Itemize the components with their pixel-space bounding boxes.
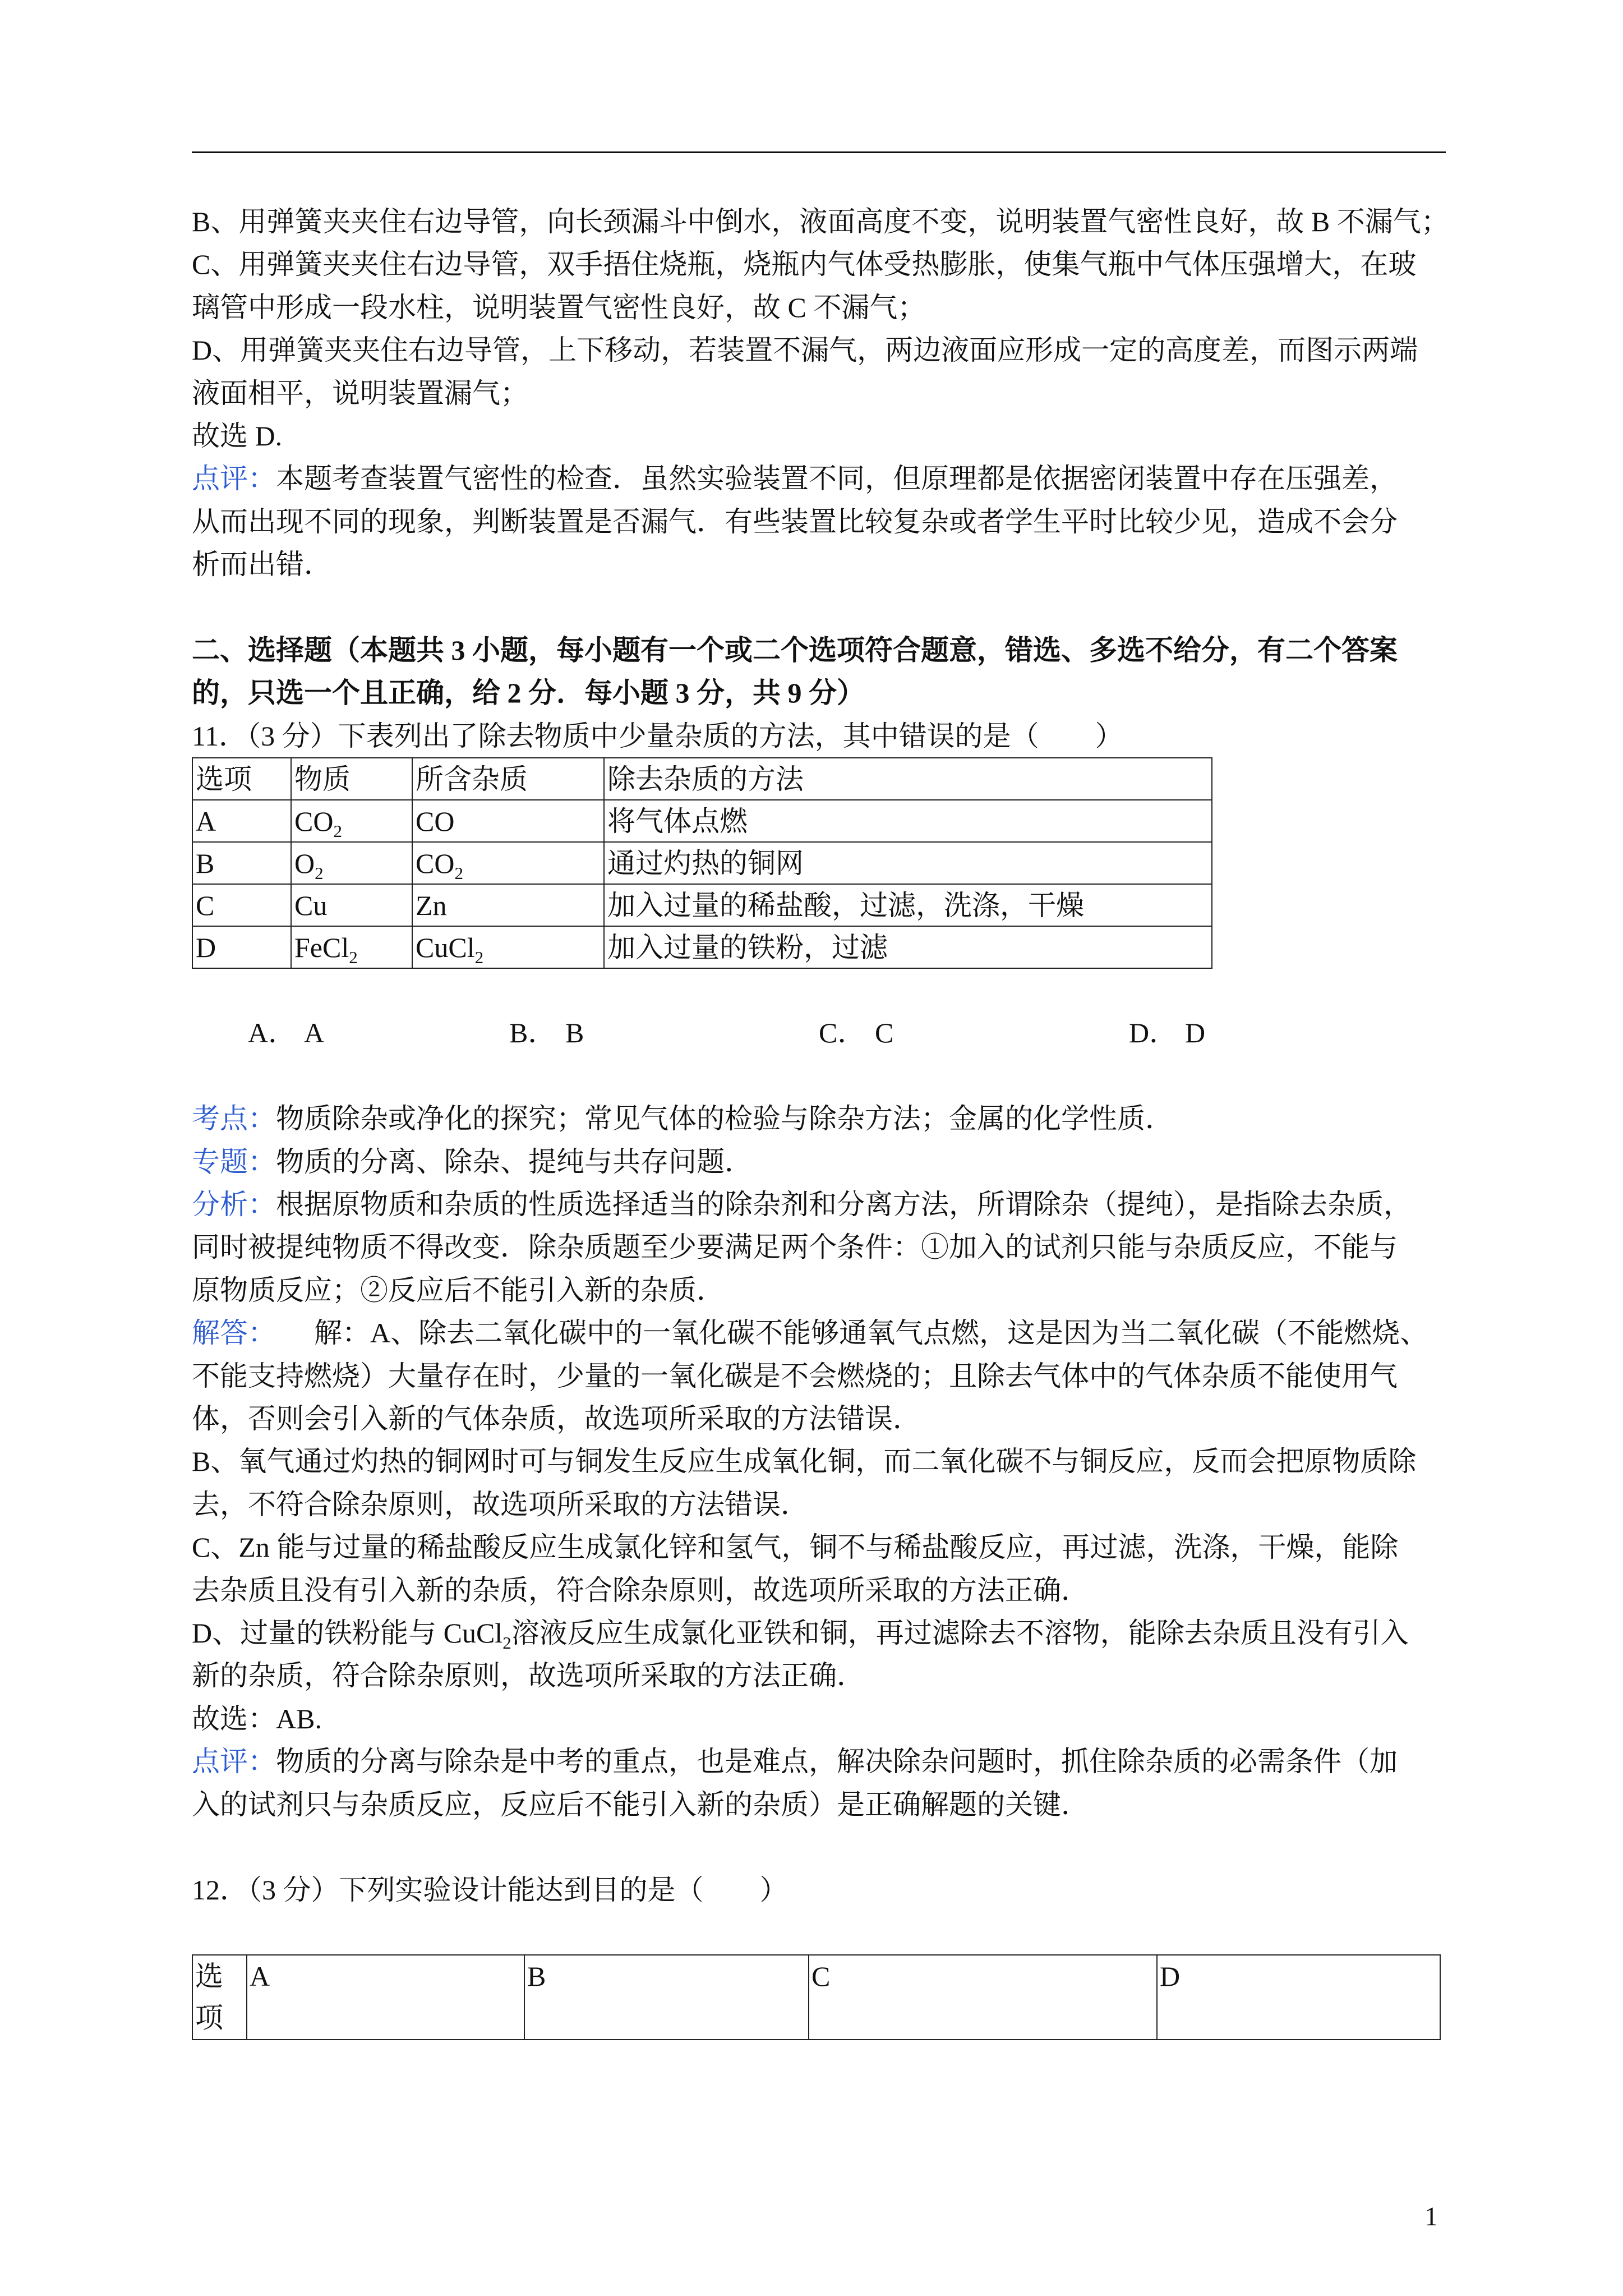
- section-heading: 的，只选一个且正确，给 2 分．每小题 3 分，共 9 分）: [192, 677, 865, 709]
- option-cell: D: [1157, 1955, 1440, 2040]
- answer-line: C、用弹簧夹夹住右边导管，双手捂住烧瓶，烧瓶内气体受热膨胀，使集气瓶中气体压强增大，在玻: [192, 249, 1417, 280]
- solution-line: B、氧气通过灼热的铜网时可与铜发生反应生成氧化铜，而二氧化碳不与铜反应，反而会把原物质除: [192, 1446, 1417, 1478]
- option-cell: A: [192, 800, 291, 842]
- solution-label: 解答：: [192, 1317, 276, 1349]
- method-cell: 加入过量的稀盐酸，过滤，洗涤，干燥: [604, 884, 1212, 926]
- formula: Cu: [294, 889, 328, 921]
- option-cell: C: [192, 884, 291, 926]
- option-cell: B: [524, 1955, 809, 2040]
- comment-line: 入的试剂只与杂质反应，反应后不能引入新的杂质）是正确解题的关键．: [192, 1788, 1089, 1820]
- table-row: [192, 1955, 1440, 2040]
- comment-text: 物质的分离与除杂是中考的重点，也是难点，解决除杂问题时，抓住除杂质的必需条件（加: [276, 1746, 1398, 1778]
- choice-label: C．: [819, 1017, 866, 1049]
- comment-line: 析而出错．: [192, 549, 332, 581]
- table-row: [192, 884, 1212, 926]
- choice-b: [509, 1011, 584, 1054]
- answer-line: B、用弹簧夹夹住右边导管，向长颈漏斗中倒水，液面高度不变，说明装置气密性良好，故 B 不漏气；: [192, 206, 1449, 237]
- analysis-line: 同时被提纯物质不得改变．除杂质题至少要满足两个条件：①加入的试剂只能与杂质反应，不能与: [192, 1231, 1398, 1263]
- impurity-cell: [412, 926, 604, 968]
- substance-cell: [291, 842, 412, 884]
- choice-label: D．: [1129, 1017, 1178, 1049]
- formula-subscript: 2: [349, 947, 358, 967]
- formula: CO: [416, 805, 455, 837]
- table-header-row: [192, 758, 1212, 800]
- analysis-line: [192, 1183, 1448, 1226]
- impurity-cell: [412, 800, 604, 842]
- solution-line: 新的杂质，符合除杂原则，故选项所采取的方法正确．: [192, 1660, 865, 1692]
- section-heading: 二、选择题（本题共 3 小题，每小题有一个或二个选项符合题意，错选、多选不给分，有二个答案: [192, 634, 1398, 666]
- formula: CO: [294, 805, 334, 837]
- table-row: [192, 800, 1212, 842]
- topic: [192, 1140, 1448, 1183]
- comment-line: [192, 1740, 1448, 1783]
- choice-value: B: [565, 1017, 584, 1049]
- formula-subscript: 2: [502, 1632, 511, 1653]
- solution-text: 溶液反应生成氯化亚铁和铜，再过滤除去不溶物，能除去杂质且没有引入: [511, 1617, 1409, 1649]
- header-cell: 所含杂质: [412, 758, 604, 800]
- choice-label: A．: [248, 1017, 297, 1049]
- comment-label: 点评：: [192, 463, 276, 495]
- solution-line: 不能支持燃烧）大量存在时，少量的一氧化碳是不会燃烧的；且除去气体中的气体杂质不能使用气: [192, 1360, 1398, 1392]
- knowledge-point-text: 物质除杂或净化的探究；常见气体的检验与除杂方法；金属的化学性质．: [276, 1103, 1173, 1135]
- spacer: [192, 1055, 1448, 1097]
- method-cell: 加入过量的铁粉，过滤: [604, 926, 1212, 968]
- analysis-label: 分析：: [192, 1189, 276, 1221]
- choice-d: [1129, 1011, 1206, 1054]
- answer-line: D、用弹簧夹夹住右边导管，上下移动，若装置不漏气，两边液面应形成一定的高度差，而图示两端: [192, 334, 1418, 366]
- formula-subscript: 2: [454, 863, 463, 883]
- choice-a: [248, 1011, 325, 1054]
- header-cell: 选项: [192, 1955, 247, 2040]
- solution-line: 去杂质且没有引入新的杂质，符合除杂原则，故选项所采取的方法正确．: [192, 1574, 1089, 1606]
- choice-c: [819, 1011, 894, 1054]
- solution-line: C、Zn 能与过量的稀盐酸反应生成氯化锌和氢气，铜不与稀盐酸反应，再过滤，洗涤，干燥，能除: [192, 1531, 1399, 1563]
- knowledge-point: [192, 1097, 1448, 1140]
- impurity-cell: [412, 842, 604, 884]
- impurity-cell: [412, 884, 604, 926]
- solution-line: 体，否则会引入新的气体杂质，故选项所采取的方法错误．: [192, 1402, 921, 1434]
- substance-cell: [291, 926, 412, 968]
- formula-subscript: 2: [474, 947, 484, 967]
- comment-line: [192, 457, 1448, 500]
- method-cell: 将气体点燃: [604, 800, 1212, 842]
- knowledge-point-label: 考点：: [192, 1103, 276, 1135]
- solution-line: [192, 1312, 1448, 1354]
- formula: O: [294, 847, 315, 879]
- topic-label: 专题：: [192, 1145, 276, 1177]
- spacer: [192, 969, 1448, 1011]
- answer-choice-line: 故选 D.: [192, 420, 283, 452]
- formula-subscript: 2: [315, 863, 324, 883]
- solution-text: 解：A、除去二氧化碳中的一氧化碳不能够通氧气点燃，这是因为当二氧化碳（不能燃烧、: [314, 1317, 1428, 1349]
- table-row: [192, 842, 1212, 884]
- substance-cell: [291, 800, 412, 842]
- substance-cell: [291, 884, 412, 926]
- spacer: [192, 1826, 1448, 1869]
- topic-text: 物质的分离、除杂、提纯与共存问题．: [276, 1145, 753, 1177]
- question-stem: 12．（3 分）下列实验设计能达到目的是（ ）: [192, 1874, 788, 1906]
- formula: FeCl: [294, 931, 349, 963]
- answer-line: 璃管中形成一段水柱，说明装置气密性良好，故 C 不漏气；: [192, 291, 926, 323]
- header-cell: 物质: [291, 758, 412, 800]
- analysis-text: 根据原物质和杂质的性质选择适当的除杂剂和分离方法，所谓除杂（提纯），是指除去杂质，: [276, 1189, 1412, 1221]
- formula-subscript: 2: [333, 821, 342, 841]
- choice-value: A: [304, 1017, 325, 1049]
- answer-choices: [192, 1011, 1448, 1054]
- page-body: [192, 200, 1448, 2040]
- option-cell: A: [247, 1955, 524, 2040]
- impurity-removal-table: [192, 757, 1212, 969]
- header-rule: [192, 151, 1446, 153]
- formula: Zn: [416, 889, 447, 921]
- option-cell: D: [192, 926, 291, 968]
- header-cell: 选项: [192, 758, 291, 800]
- option-cell: C: [809, 1955, 1157, 2040]
- solution-line: 去，不符合除杂原则，故选项所采取的方法错误．: [192, 1488, 809, 1520]
- choice-label: B．: [509, 1017, 556, 1049]
- question-stem: 11．（3 分）下表列出了除去物质中少量杂质的方法，其中错误的是（ ）: [192, 720, 1123, 752]
- page-number: 1: [1424, 2202, 1438, 2231]
- spacer: [192, 1912, 1448, 1954]
- header-cell: 除去杂质的方法: [604, 758, 1212, 800]
- choice-value: C: [875, 1017, 894, 1049]
- solution-text: D、过量的铁粉能与 CuCl: [192, 1617, 503, 1649]
- answer-line: 液面相平，说明装置漏气；: [192, 377, 528, 409]
- comment-line: 从而出现不同的现象，判断装置是否漏气．有些装置比较复杂或者学生平时比较少见，造成不会分: [192, 505, 1398, 537]
- comment-text: 本题考查装置气密性的检查．虽然实验装置不同，但原理都是依据密闭装置中存在压强差，: [276, 463, 1398, 495]
- comment-label: 点评：: [192, 1746, 276, 1778]
- analysis-line: 原物质反应；②反应后不能引入新的杂质．: [192, 1274, 725, 1306]
- formula: CuCl: [416, 931, 475, 963]
- choice-value: D: [1185, 1017, 1206, 1049]
- final-answer: 故选：AB.: [192, 1703, 322, 1734]
- spacer: [192, 586, 1448, 629]
- method-cell: 通过灼热的铜网: [604, 842, 1212, 884]
- table-row: [192, 926, 1212, 968]
- experiment-options-table: [192, 1954, 1441, 2040]
- option-cell: B: [192, 842, 291, 884]
- formula: CO: [416, 847, 455, 879]
- solution-line: [192, 1612, 1448, 1654]
